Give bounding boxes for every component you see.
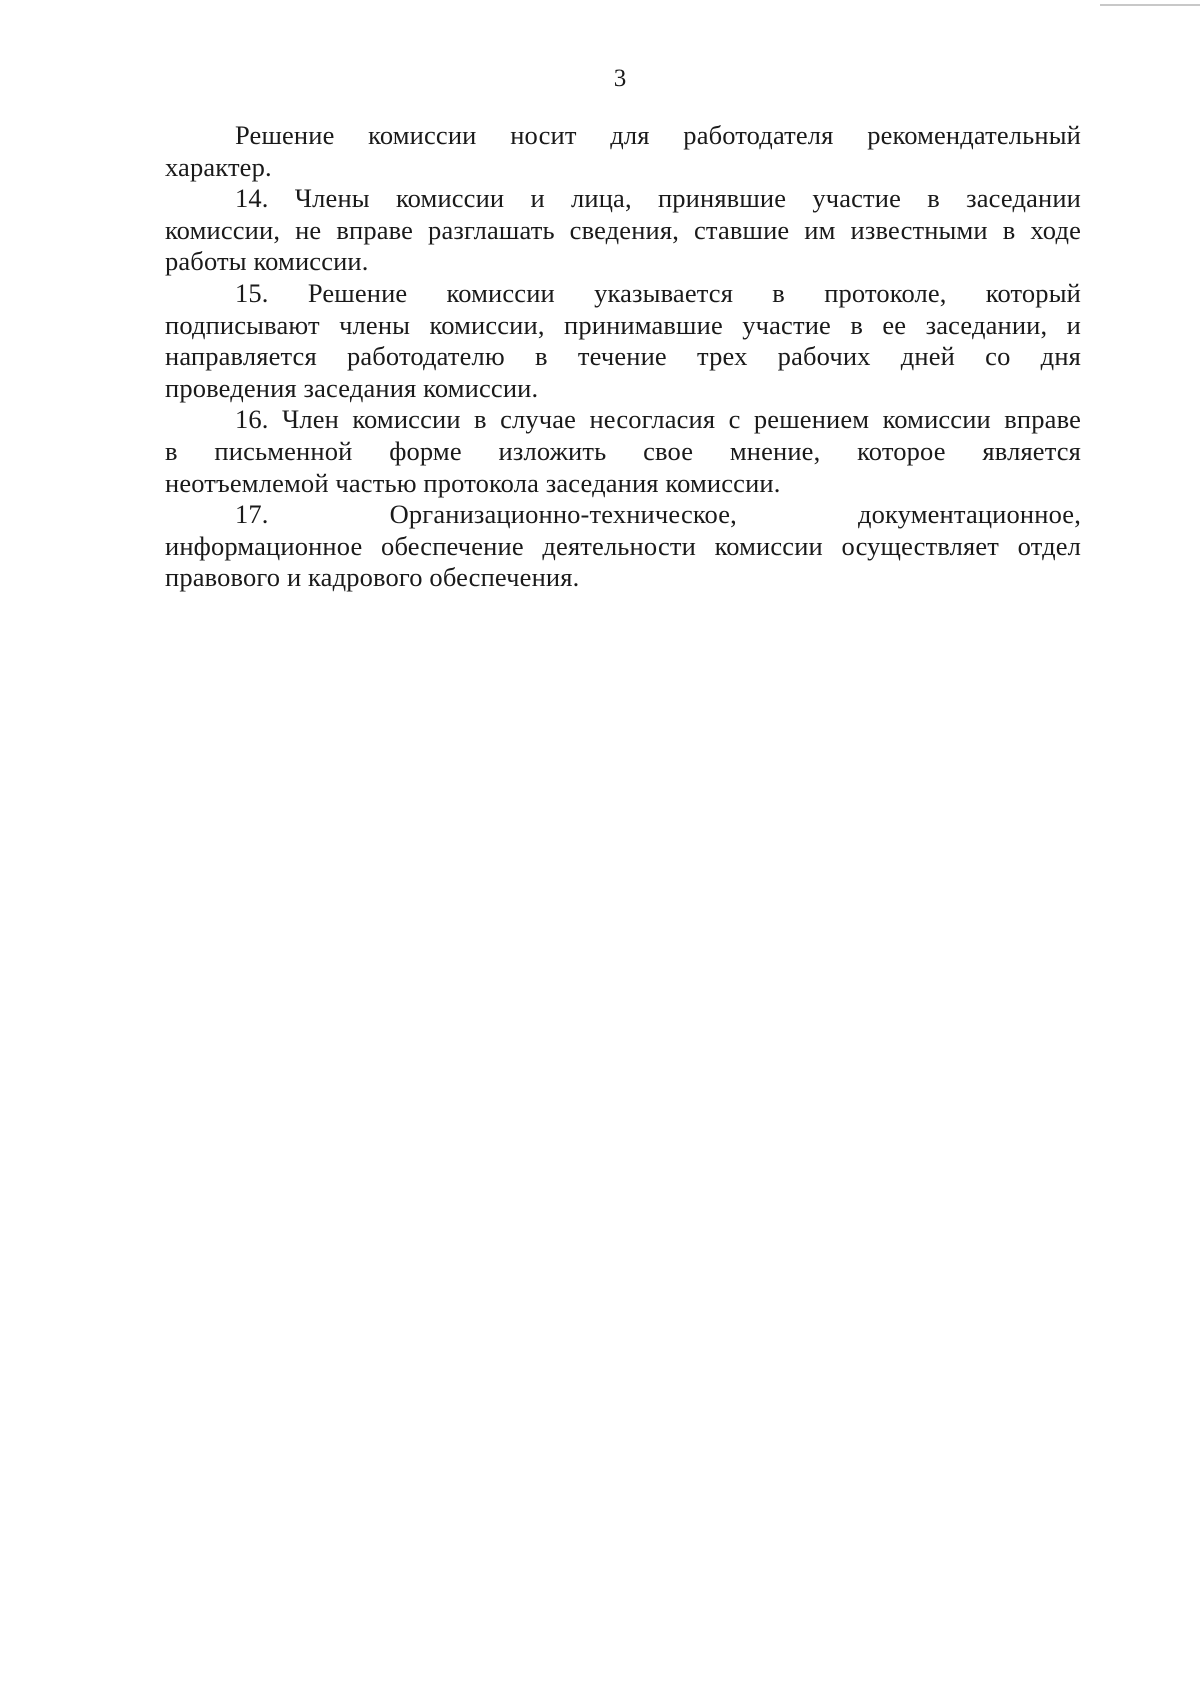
- paragraph-line: работы комиссии.: [165, 246, 369, 277]
- paragraph-line: в письменной форме изложить свое мнение, которое является: [165, 435, 1081, 466]
- paragraph-line: неотъемлемой частью протокола заседания комиссии.: [165, 467, 781, 498]
- paragraph-line: 17. Организационно-техническое, документационное,: [235, 499, 1081, 530]
- paragraph-line: направляется работодателю в течение трех рабочих дней со дня: [165, 341, 1081, 372]
- paragraph-line: проведения заседания комиссии.: [165, 372, 539, 403]
- document-body: [165, 120, 1081, 594]
- paragraph-line: подписывают члены комиссии, принимавшие участие в ее заседании, и: [165, 309, 1081, 340]
- paragraph-line: Решение комиссии носит для работодателя рекомендательный: [235, 120, 1081, 150]
- paragraph-line: 16. Член комиссии в случае несогласия с решением комиссии вправе: [235, 404, 1081, 435]
- page-number: 3: [613, 65, 627, 92]
- paragraph-line: характер.: [165, 151, 272, 182]
- paragraph-line: 15. Решение комиссии указывается в протоколе, который: [235, 277, 1081, 308]
- paragraph-line: правового и кадрового обеспечения.: [165, 562, 580, 593]
- paragraph-line: 14. Члены комиссии и лица, принявшие участие в заседании: [235, 183, 1081, 214]
- scan-edge-mark: [1100, 4, 1200, 6]
- paragraph-line: комиссии, не вправе разглашать сведения, ставшие им известными в ходе: [165, 214, 1081, 245]
- paragraph-line: информационное обеспечение деятельности комиссии осуществляет отдел: [165, 530, 1081, 561]
